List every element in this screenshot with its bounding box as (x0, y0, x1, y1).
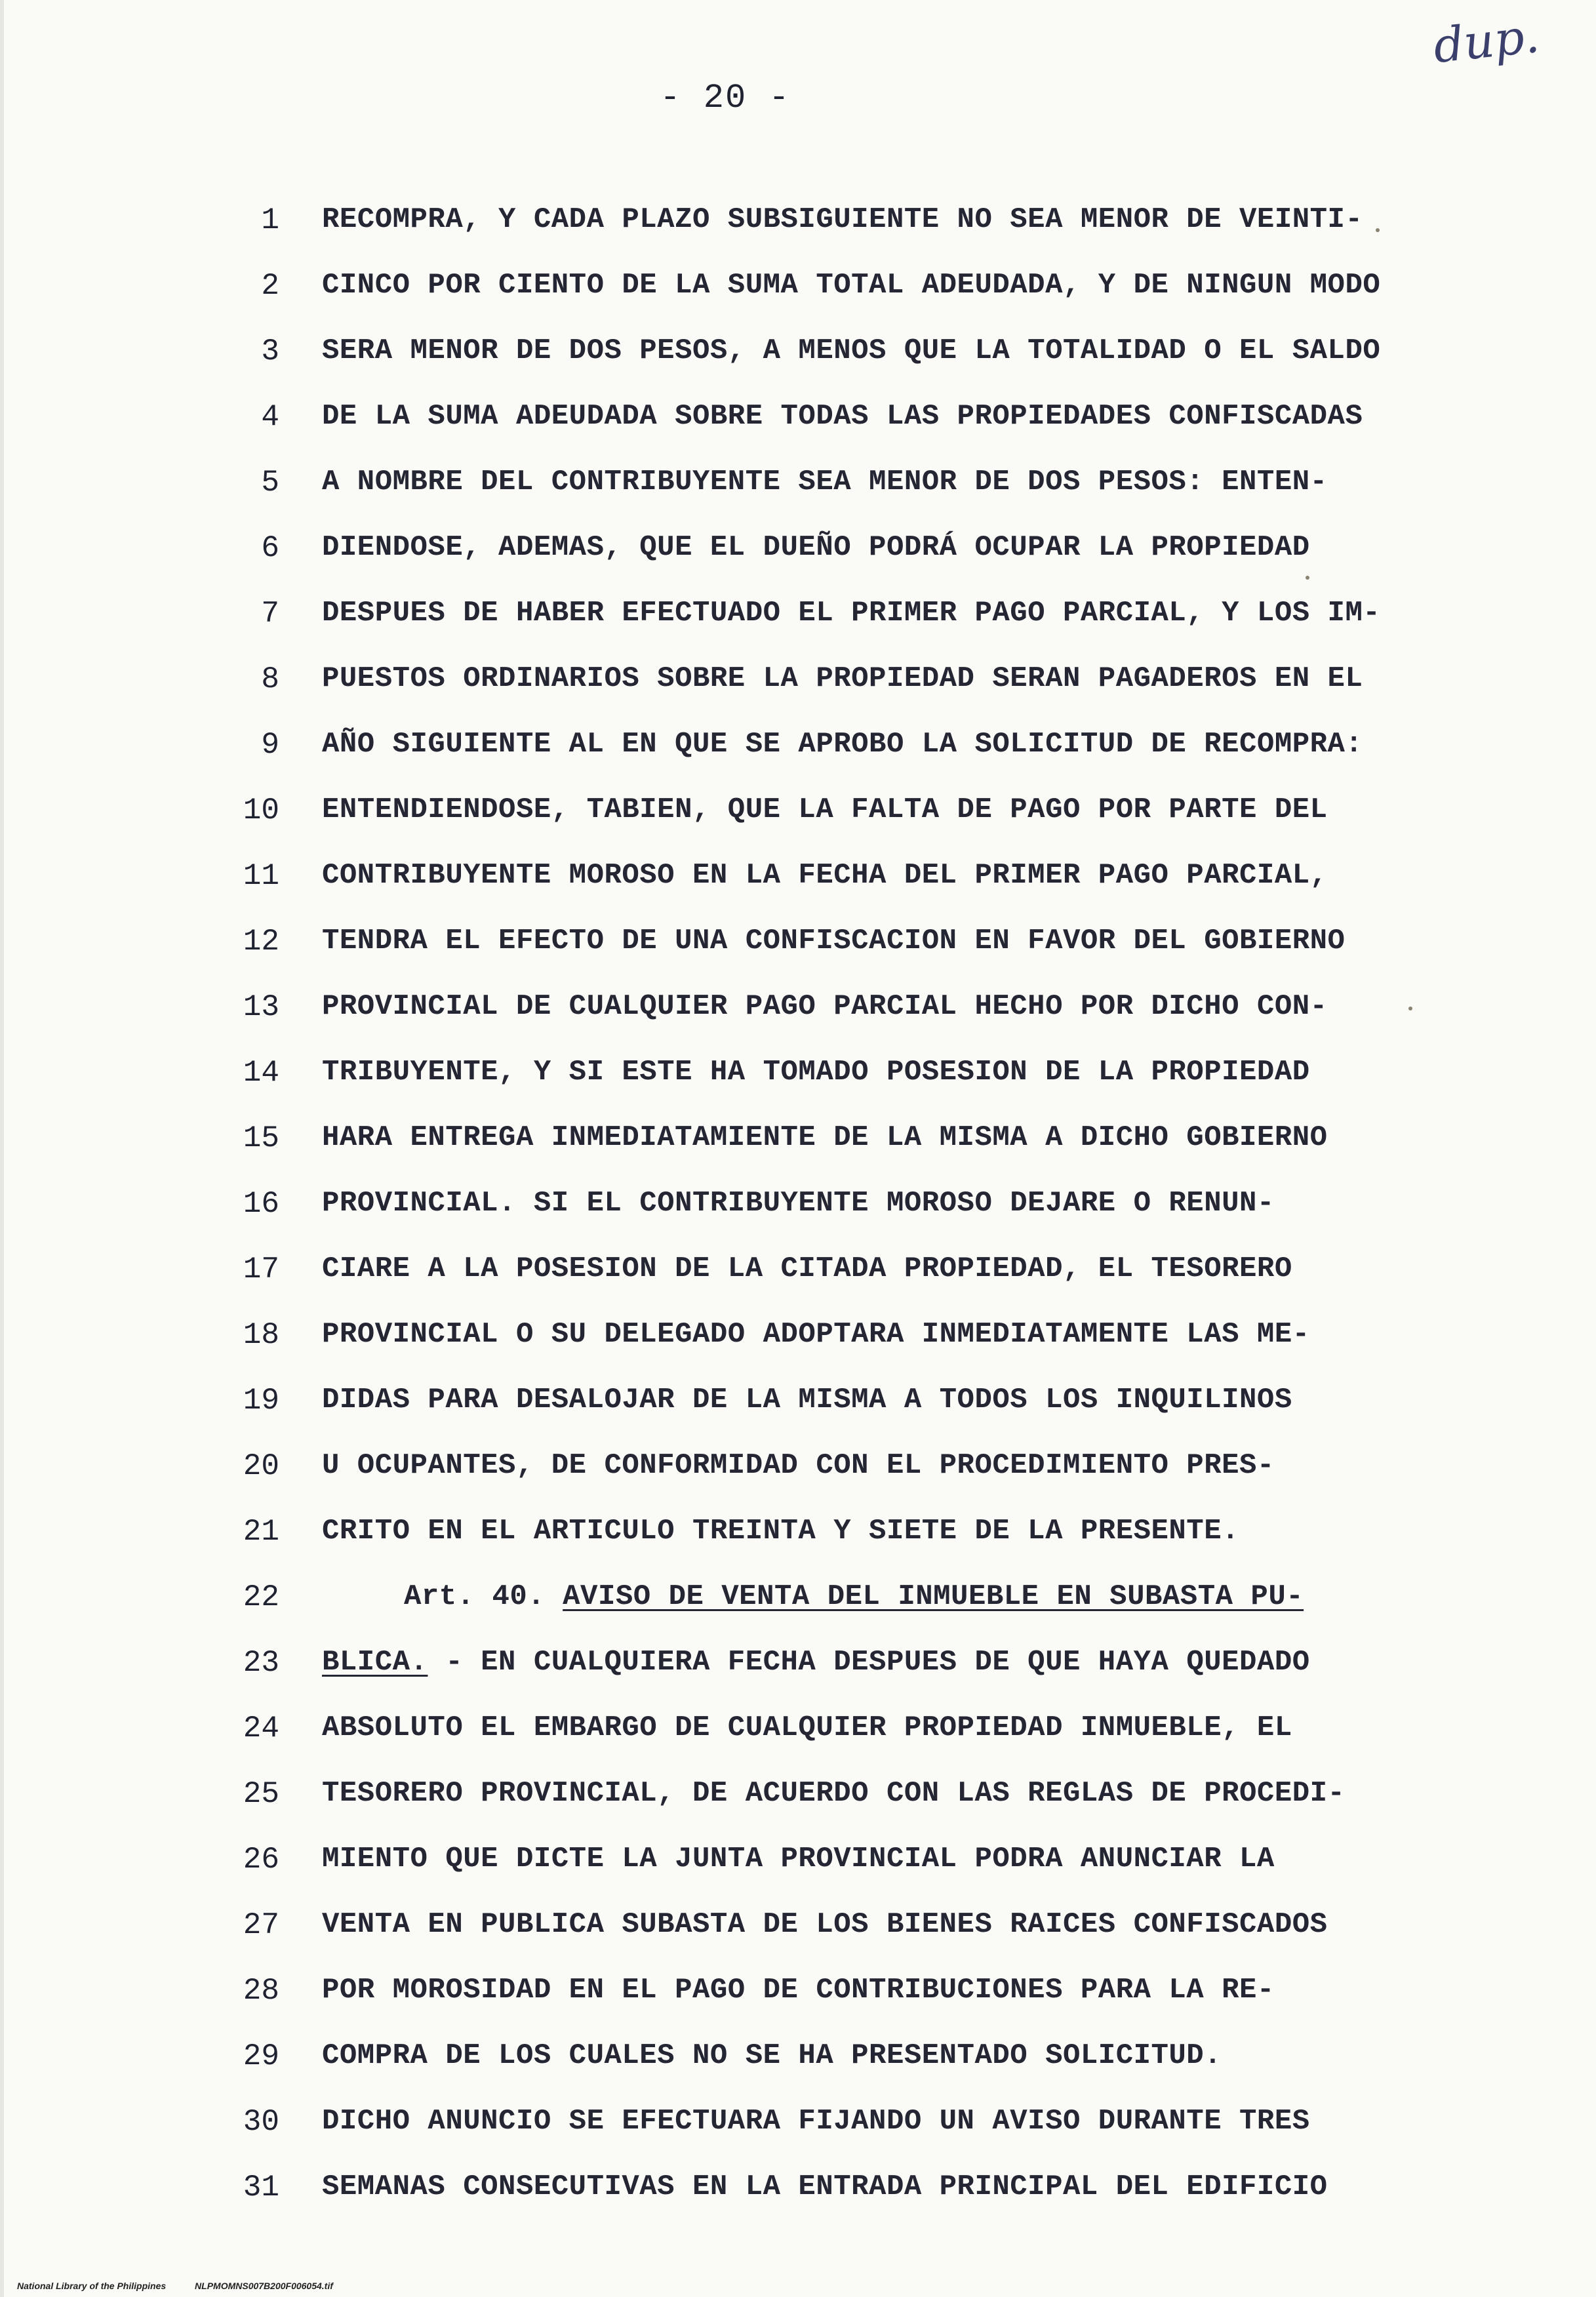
line-number: 25 (243, 1777, 279, 1811)
file-identifier: NLPMOMNS007B200F006054.tif (195, 2281, 333, 2291)
line-text: DICHO ANUNCIO SE EFECTUARA FIJANDO UN AVISO DURANTE TRES (322, 2105, 1310, 2138)
line-number: 26 (243, 1843, 279, 1877)
line-text: DE LA SUMA ADEUDADA SOBRE TODAS LAS PROPIEDADES CONFISCADAS (322, 400, 1363, 433)
line-number: 24 (243, 1711, 279, 1746)
line-number: 19 (243, 1384, 279, 1418)
text-line (4, 203, 1596, 269)
line-text: HARA ENTREGA INMEDIATAMIENTE DE LA MISMA A DICHO GOBIERNO (322, 1121, 1328, 1154)
text-line (4, 1318, 1596, 1384)
scan-speck (1306, 576, 1309, 580)
line-number: 16 (243, 1187, 279, 1221)
text-line (4, 2039, 1596, 2105)
line-number: 21 (243, 1515, 279, 1549)
library-credit: National Library of the Philippines (17, 2281, 167, 2291)
text-line (4, 2105, 1596, 2170)
line-number: 11 (243, 859, 279, 893)
article-title-continuation: BLICA. (322, 1646, 428, 1679)
line-number: 13 (243, 990, 279, 1024)
line-text: MIENTO QUE DICTE LA JUNTA PROVINCIAL PODRA ANUNCIAR LA (322, 1843, 1275, 1875)
line-number: 29 (243, 2039, 279, 2073)
line-text: PUESTOS ORDINARIOS SOBRE LA PROPIEDAD SERAN PAGADEROS EN EL (322, 662, 1363, 695)
text-line (4, 1252, 1596, 1318)
line-text: DIDAS PARA DESALOJAR DE LA MISMA A TODOS LOS INQUILINOS (322, 1384, 1292, 1416)
line-number: 1 (261, 203, 279, 237)
text-line (4, 400, 1596, 466)
text-line (4, 1777, 1596, 1843)
text-line (4, 531, 1596, 597)
line-number: 30 (243, 2105, 279, 2139)
numbered-text-body (4, 203, 1596, 2236)
line-text: AÑO SIGUIENTE AL EN QUE SE APROBO LA SOLICITUD DE RECOMPRA: (322, 728, 1363, 761)
line-text: COMPRA DE LOS CUALES NO SE HA PRESENTADO SOLICITUD. (322, 2039, 1222, 2072)
line-text: TESORERO PROVINCIAL, DE ACUERDO CON LAS REGLAS DE PROCEDI- (322, 1777, 1346, 1810)
text-line (4, 925, 1596, 990)
text-line (4, 1646, 1596, 1711)
line-text: ENTENDIENDOSE, TABIEN, QUE LA FALTA DE PAGO POR PARTE DEL (322, 793, 1328, 826)
line-text: A NOMBRE DEL CONTRIBUYENTE SEA MENOR DE DOS PESOS: ENTEN- (322, 466, 1328, 498)
line-text: CONTRIBUYENTE MOROSO EN LA FECHA DEL PRIMER PAGO PARCIAL, (322, 859, 1328, 892)
line-number: 14 (243, 1056, 279, 1090)
line-text (322, 1646, 1310, 1679)
article-heading (404, 1580, 1304, 1613)
line-text: CIARE A LA POSESION DE LA CITADA PROPIEDAD, EL TESORERO (322, 1252, 1292, 1285)
text-line (4, 1843, 1596, 1908)
article-title: AVISO DE VENTA DEL INMUEBLE EN SUBASTA PU- (563, 1580, 1304, 1613)
line-text: PROVINCIAL O SU DELEGADO ADOPTARA INMEDIATAMENTE LAS ME- (322, 1318, 1310, 1351)
text-line (4, 1711, 1596, 1777)
line-text: TENDRA EL EFECTO DE UNA CONFISCACION EN FAVOR DEL GOBIERNO (322, 925, 1346, 957)
line-number: 5 (261, 466, 279, 500)
line-text: PROVINCIAL. SI EL CONTRIBUYENTE MOROSO DEJARE O RENUN- (322, 1187, 1275, 1220)
line-text: U OCUPANTES, DE CONFORMIDAD CON EL PROCEDIMIENTO PRES- (322, 1449, 1275, 1482)
line-number: 6 (261, 531, 279, 565)
line-text: PROVINCIAL DE CUALQUIER PAGO PARCIAL HECHO POR DICHO CON- (322, 990, 1328, 1023)
line-number: 2 (261, 269, 279, 303)
line-text: DIENDOSE, ADEMAS, QUE EL DUEÑO PODRÁ OCUPAR LA PROPIEDAD (322, 531, 1310, 564)
line-text: RECOMPRA, Y CADA PLAZO SUBSIGUIENTE NO SEA MENOR DE VEINTI- (322, 203, 1363, 236)
line-number: 10 (243, 793, 279, 828)
text-line (4, 1056, 1596, 1121)
line-number: 12 (243, 925, 279, 959)
text-line (4, 1974, 1596, 2039)
line-number: 4 (261, 400, 279, 434)
text-line (4, 1384, 1596, 1449)
line-text: CRITO EN EL ARTICULO TREINTA Y SIETE DE LA PRESENTE. (322, 1515, 1240, 1548)
text-line (4, 859, 1596, 925)
text-line (4, 990, 1596, 1056)
text-line (4, 1449, 1596, 1515)
line-text: SERA MENOR DE DOS PESOS, A MENOS QUE LA TOTALIDAD O EL SALDO (322, 334, 1381, 367)
text-line (4, 793, 1596, 859)
article-number: Art. 40. (404, 1580, 546, 1613)
text-line (4, 1908, 1596, 1974)
line-number: 18 (243, 1318, 279, 1352)
text-line (4, 466, 1596, 531)
line-number: 28 (243, 1974, 279, 2008)
line-text: TRIBUYENTE, Y SI ESTE HA TOMADO POSESION DE LA PROPIEDAD (322, 1056, 1310, 1089)
line-text: CINCO POR CIENTO DE LA SUMA TOTAL ADEUDADA, Y DE NINGUN MODO (322, 269, 1381, 302)
line-number: 3 (261, 334, 279, 369)
text-line (4, 1515, 1596, 1580)
text-line (4, 597, 1596, 662)
line-number: 7 (261, 597, 279, 631)
text-line (4, 269, 1596, 334)
text-line (4, 334, 1596, 400)
line-number: 22 (243, 1580, 279, 1614)
line-number: 9 (261, 728, 279, 762)
line-number: 20 (243, 1449, 279, 1483)
line-text: POR MOROSIDAD EN EL PAGO DE CONTRIBUCIONES PARA LA RE- (322, 1974, 1275, 2007)
scan-speck (1376, 228, 1380, 232)
line-number: 8 (261, 662, 279, 696)
line-number: 17 (243, 1252, 279, 1287)
text-line (4, 2170, 1596, 2236)
scan-speck (1408, 1007, 1412, 1010)
article-body-start: - EN CUALQUIERA FECHA DESPUES DE QUE HAYA QUEDADO (428, 1646, 1310, 1679)
line-text: DESPUES DE HABER EFECTUADO EL PRIMER PAGO PARCIAL, Y LOS IM- (322, 597, 1381, 629)
text-line (4, 1121, 1596, 1187)
line-text: SEMANAS CONSECUTIVAS EN LA ENTRADA PRINCIPAL DEL EDIFICIO (322, 2170, 1328, 2203)
text-line (4, 1187, 1596, 1252)
text-line (4, 728, 1596, 793)
line-number: 15 (243, 1121, 279, 1155)
line-text: ABSOLUTO EL EMBARGO DE CUALQUIER PROPIEDAD INMUEBLE, EL (322, 1711, 1292, 1744)
line-number: 23 (243, 1646, 279, 1680)
text-line (4, 662, 1596, 728)
page-number: - 20 - (660, 79, 791, 117)
line-number: 27 (243, 1908, 279, 1942)
handwritten-annotation: dup. (1431, 7, 1542, 74)
line-number: 31 (243, 2170, 279, 2205)
scan-footer (17, 2281, 359, 2291)
article-heading-line (4, 1580, 1596, 1646)
line-text: VENTA EN PUBLICA SUBASTA DE LOS BIENES RAICES CONFISCADOS (322, 1908, 1328, 1941)
